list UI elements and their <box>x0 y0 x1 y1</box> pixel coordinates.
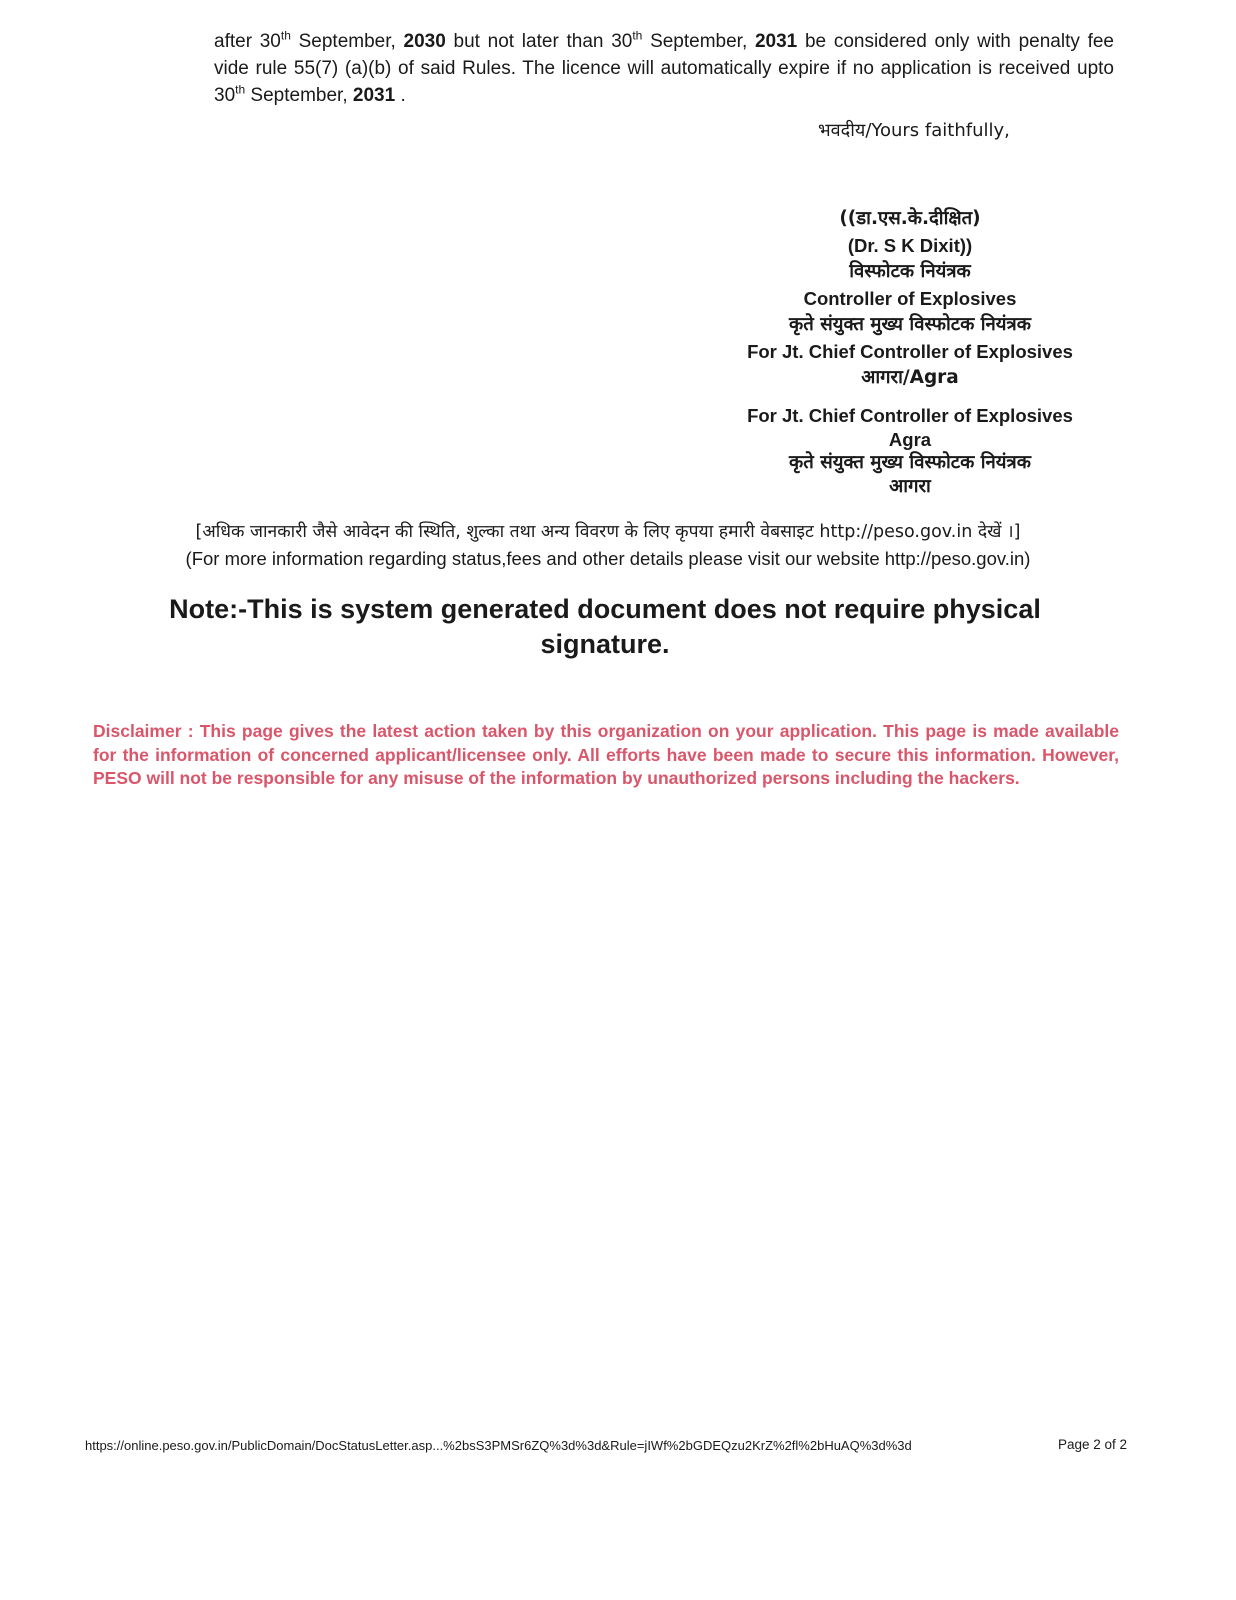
office-stamp-block <box>700 404 1120 498</box>
office-place: Agra <box>888 428 932 450</box>
superscript: th <box>235 82 246 97</box>
text-run: September, <box>245 85 353 106</box>
page-number: Page 2 of 2 <box>1058 1437 1128 1452</box>
for-office: For Jt. Chief Controller of Explosives <box>747 405 1073 426</box>
disclaimer: Disclaimer : This page gives the latest action taken by this organization on your application. This page is made available for the information of concerned applicant/licensee only. All efforts have been made to secure this information. However, PESO will not be responsible for any misuse of the information by unauthorized persons including the hackers. <box>93 721 1119 788</box>
year-bold: 2031 <box>352 85 396 106</box>
letter-paragraph <box>214 28 1114 109</box>
footer-url: https://online.peso.gov.in/PublicDomain/DocStatusLetter.asp...%2bsS3PMSr6ZQ%3d%3d&Rule=jIWf%2bGDEQzu2KrZ%2fl%2bHuAQ%3d%3d <box>85 1438 912 1453</box>
signatory-title-hindi: विस्फोटक नियंत्रक <box>849 261 971 282</box>
office-place-hindi: आगरा <box>889 475 931 497</box>
info-line-english: (For more information regarding status,fees and other details please visit our website http://peso.gov.in) <box>185 548 1031 569</box>
office-place: आगरा/Agra <box>861 367 959 388</box>
year-bold: 2030 <box>403 31 446 52</box>
for-office-hindi: कृते संयुक्त मुख्य विस्फोटक नियंत्रक <box>789 314 1031 335</box>
superscript: th <box>280 28 291 43</box>
for-office: For Jt. Chief Controller of Explosives <box>747 340 1073 362</box>
year-bold: 2031 <box>754 31 798 52</box>
text-run: but not later than 30 <box>445 31 633 52</box>
closing-salutation: भवदीय/Yours faithfully, <box>818 120 1010 141</box>
signatory-name-hindi: ((डा.एस.के.दीक्षित) <box>839 208 981 229</box>
for-office-hindi: कृते संयुक्त मुख्य विस्फोटक नियंत्रक <box>789 452 1031 473</box>
text-run: after 30 <box>214 31 281 52</box>
system-generated-note: Note:-This is system generated document does not require physical signature. <box>169 594 1041 659</box>
text-run: September, <box>290 31 404 52</box>
superscript: th <box>632 28 643 43</box>
text-run: September, <box>642 31 755 52</box>
signatory-title: Controller of Explosives <box>803 287 1017 309</box>
text-run: be considered only with penalty fee vide rule 55(7) (a)(b) of said Rules. The licence will automatically expire if no application is received upto 30 <box>214 31 1114 106</box>
signature-block <box>700 206 1120 392</box>
text-run: . <box>395 85 406 106</box>
info-line-hindi: [अधिक जानकारी जैसे आवेदन की स्थिति, शुल्का तथा अन्य विवरण के लिए कृपया हमारी वेबसाइट http://peso.gov.in देखें ।] <box>195 522 1021 542</box>
signatory-name: (Dr. S K Dixit)) <box>847 234 973 256</box>
